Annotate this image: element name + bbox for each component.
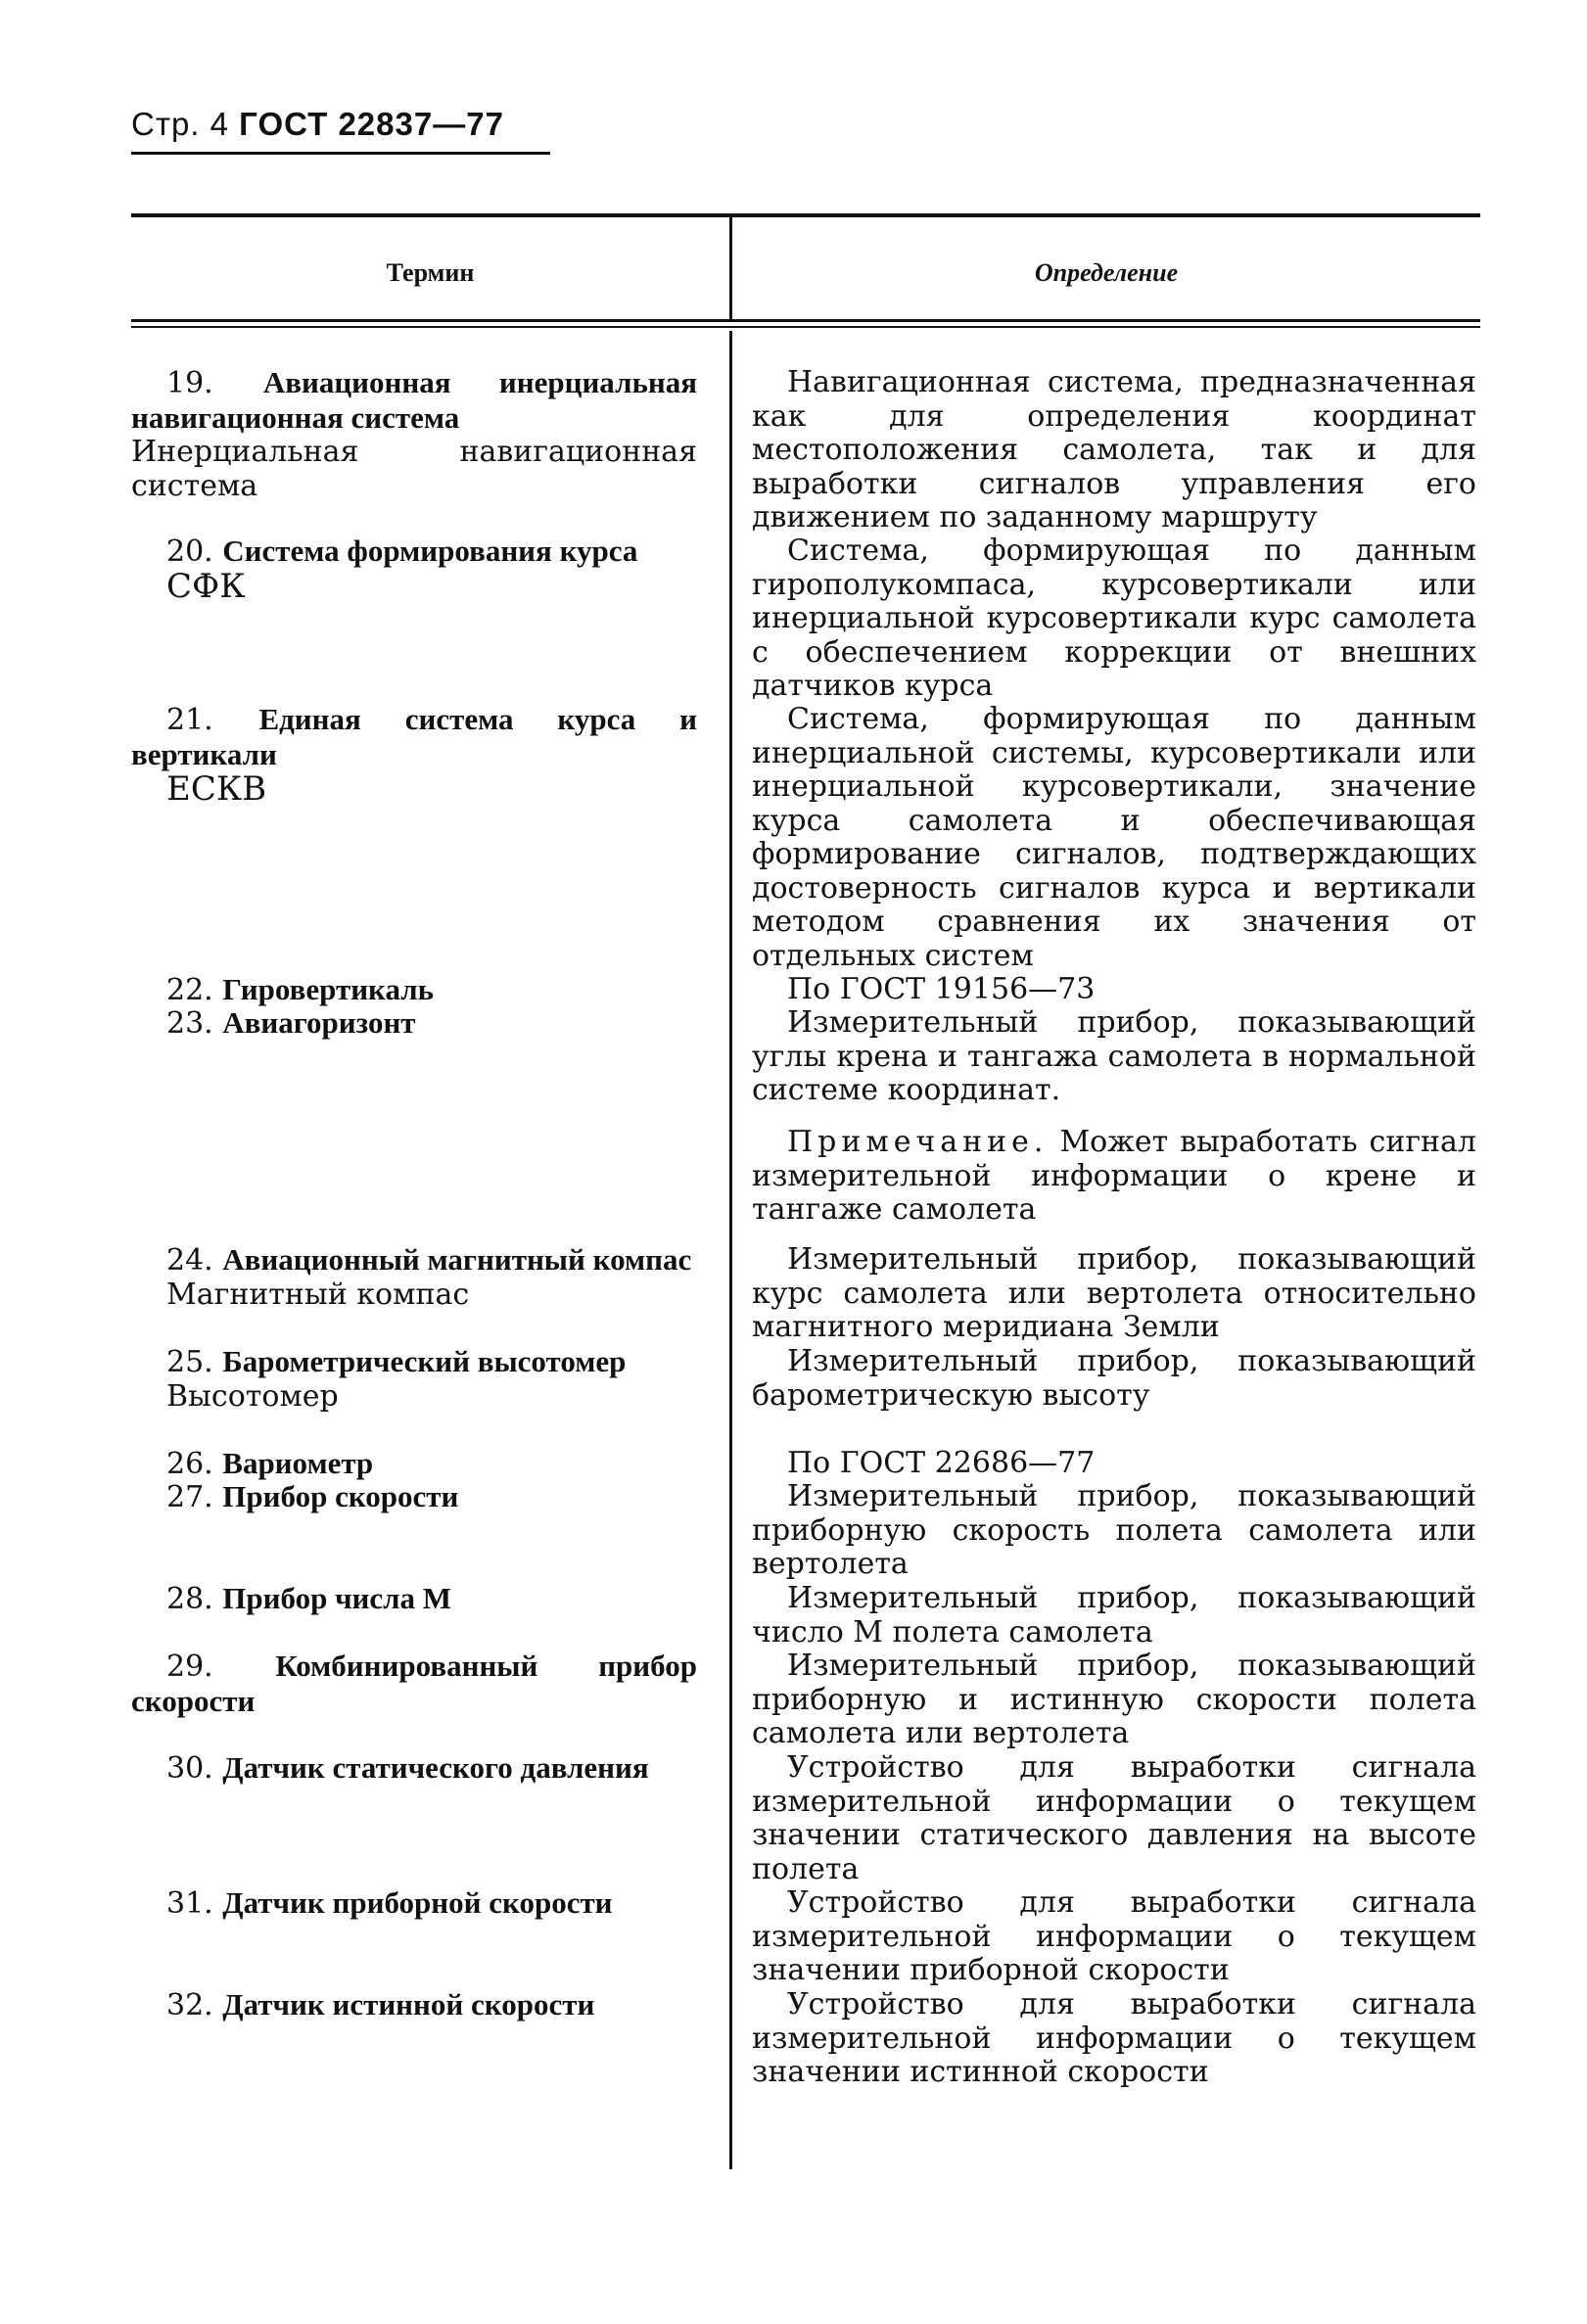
term-number: 22.: [166, 973, 213, 1007]
term-number: 29.: [166, 1650, 213, 1684]
term-number: 25.: [166, 1345, 213, 1379]
term-name: Единая система курса и вертикали: [131, 702, 697, 771]
term-name: Датчик приборной скорости: [222, 1885, 613, 1920]
term-entry-19: [131, 366, 697, 503]
term-number: 19.: [166, 366, 213, 400]
term-abbreviation: СФК: [166, 566, 246, 606]
term-entry-22: [131, 973, 697, 1008]
definition-20: Система, формирующая по данным гирополукомпаса, курсовертикали или инерциальной курсовертикали курс самолета с обеспечением коррекции от внешних датчиков курса: [752, 534, 1476, 703]
page-number: Стр. 4: [131, 106, 229, 142]
table-head-rule-1: [131, 319, 1480, 322]
term-name: Прибор скорости: [222, 1479, 459, 1513]
term-number: 30.: [166, 1751, 213, 1786]
term-synonym: Высотомер: [166, 1378, 339, 1414]
column-header-definition: Определение: [1034, 258, 1179, 287]
term-number: 28.: [166, 1582, 213, 1616]
header-underline: [131, 152, 550, 155]
definition-25: Измерительный прибор, показывающий барометрическую высоту: [752, 1344, 1476, 1413]
definition-21: Система, формирующая по данным инерциальной системы, курсовертикали или инерциальной курсовертикали, значение курса самолета и обеспечивающая формирование сигналов, подтверждающих достоверность сигналов курса и вертикали методом сравнения их значения от отдельных систем: [752, 702, 1476, 973]
term-name: Прибор числа М: [222, 1581, 452, 1615]
term-name: Комбинированный прибор скорости: [131, 1649, 697, 1718]
term-name: Барометрический высотомер: [222, 1344, 627, 1378]
term-entry-26: [131, 1447, 697, 1482]
definition-22: По ГОСТ 19156—73: [787, 972, 1096, 1006]
table-top-rule: [131, 213, 1480, 217]
column-header-term: Термин: [386, 258, 475, 287]
term-entry-27: [131, 1480, 697, 1515]
term-number: 31.: [166, 1886, 213, 1921]
page-header: [131, 106, 504, 143]
term-number: 32.: [166, 1988, 213, 2022]
term-number: 24.: [166, 1243, 213, 1278]
definition-32: Устройство для выработки сигнала измерительной информации о текущем значении истинной скорости: [752, 1987, 1476, 2089]
definition-30: Устройство для выработки сигнала измерительной информации о текущем значении статического давления на высоте полета: [752, 1750, 1476, 1886]
term-number: 23.: [166, 1006, 213, 1041]
table-head-rule-2: [131, 326, 1480, 328]
term-name: Гировертикаль: [222, 972, 435, 1006]
term-name: Датчик статического давления: [222, 1750, 649, 1785]
definition-23-note: [752, 1126, 1476, 1228]
standard-number: ГОСТ 22837—77: [239, 106, 504, 142]
term-number: 21.: [166, 703, 213, 737]
term-synonym: Инерциальная навигационная система: [131, 435, 697, 503]
column-divider-body: [729, 331, 732, 2169]
term-name: Авиационная инерциальная навигационная система: [131, 365, 697, 435]
definition-19: Навигационная система, предназначенная как для определения координат местоположения самолета, так и для выработки сигналов управления его движением по заданному маршруту: [752, 365, 1476, 535]
term-entry-31: [131, 1886, 697, 1922]
term-synonym: Магнитный компас: [166, 1277, 470, 1312]
definition-31: Устройство для выработки сигнала измерительной информации о текущем значении приборной скорости: [752, 1885, 1476, 1987]
term-entry-30: [131, 1751, 697, 1787]
term-number: 20.: [166, 535, 213, 569]
term-number: 26.: [166, 1447, 213, 1481]
term-entry-23: [131, 1006, 697, 1042]
term-entry-28: [131, 1582, 697, 1617]
term-name: Вариометр: [222, 1446, 374, 1480]
definition-29: Измерительный прибор, показывающий приборную и истинную скорости полета самолета или вертолета: [752, 1649, 1476, 1750]
term-entry-21: [131, 703, 697, 807]
term-number: 27.: [166, 1480, 213, 1514]
term-entry-24: [131, 1243, 697, 1312]
definition-23: Измерительный прибор, показывающий углы крена и тангажа самолета в нормальной системе координат.: [752, 1005, 1476, 1107]
term-entry-29: [131, 1650, 697, 1719]
definition-26: По ГОСТ 22686—77: [787, 1446, 1096, 1480]
term-name: Авиагоризонт: [222, 1005, 416, 1040]
term-name: Авиационный магнитный компас: [222, 1242, 692, 1277]
note-text: Может выработать сигнал измерительной информации о крене и тангаже самолета: [752, 1125, 1476, 1227]
definition-27: Измерительный прибор, показывающий приборную скорость полета самолета или вертолета: [752, 1479, 1476, 1581]
term-entry-32: [131, 1988, 697, 2023]
term-entry-25: [131, 1345, 697, 1414]
definition-24: Измерительный прибор, показывающий курс самолета или вертолета относительно магнитного меридиана Земли: [752, 1242, 1476, 1344]
term-name: Датчик истинной скорости: [222, 1987, 595, 2022]
term-entry-20: [131, 534, 697, 606]
term-abbreviation: ЕСКВ: [166, 769, 267, 809]
definition-28: Измерительный прибор, показывающий число М полета самолета: [752, 1581, 1476, 1650]
note-label: Примечание.: [787, 1125, 1049, 1159]
term-name: Система формирования курса: [222, 534, 638, 568]
